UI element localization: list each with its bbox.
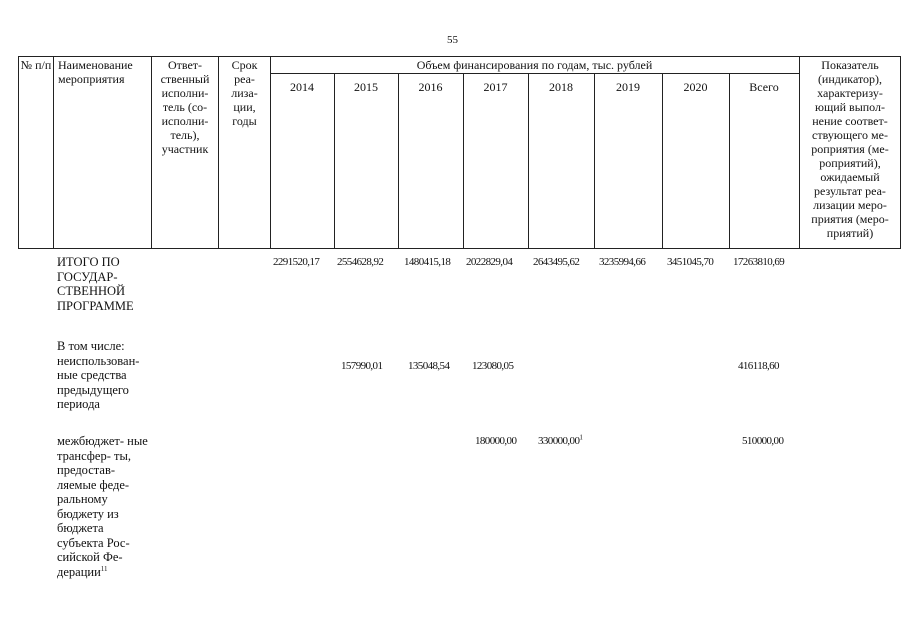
- col-border: [729, 73, 730, 249]
- row-label-transfers: [57, 434, 149, 579]
- col-border: [799, 56, 800, 249]
- header-year-2016: 2016: [418, 80, 443, 94]
- value-unused-all: 416118,60: [738, 360, 779, 372]
- value-total-2017: 2022829,04: [466, 256, 513, 268]
- header-funding: Объем финансирования по годам, тыс. рублей: [416, 58, 653, 72]
- header-year-2020: 2020: [683, 80, 708, 94]
- col-border: [151, 56, 152, 249]
- header-indicator: Показатель (индикатор), характеризу- ющий выпол- нение соответ- ствующего ме- роприятия (ме- роприятий), ожидаемый результат реа- лизации меро- приятия (меро- приятий): [811, 58, 889, 240]
- value-transfers-all: 510000,00: [742, 435, 784, 447]
- header-name: Наименование мероприятия: [58, 58, 133, 86]
- years-header-line: [270, 73, 799, 74]
- header-year-2017: 2017: [483, 80, 508, 94]
- header-year-2014: 2014: [290, 80, 314, 94]
- row-label-unused-funds: В том числе: неиспользован- ные средства предыдущего периода: [57, 339, 140, 411]
- col-border: [594, 73, 595, 249]
- header-year-2018: 2018: [549, 80, 573, 94]
- value-unused-2015: 157990,01: [341, 360, 383, 372]
- row-label-transfers-text: межбюджет- ные трансфер- ты, предостав- ляемые феде- ральному бюджету из бюджета субъекта Рос- сийской Фе- дерации: [57, 434, 148, 579]
- header-year-2015: 2015: [354, 80, 378, 94]
- header-no: № п/п: [20, 58, 52, 72]
- col-border: [463, 73, 464, 249]
- header-total: Всего: [749, 80, 779, 94]
- value-transfers-2017: 180000,00: [475, 435, 517, 447]
- col-border: [528, 73, 529, 249]
- value-transfers-2018-text: 330000,00: [538, 435, 580, 447]
- value-total-2016: 1480415,18: [404, 256, 451, 268]
- col-border: [334, 73, 335, 249]
- footnote-mark: 1: [579, 433, 583, 442]
- col-border: [53, 56, 54, 249]
- col-border: [18, 56, 19, 249]
- col-border: [398, 73, 399, 249]
- value-transfers-2018: [538, 435, 582, 447]
- footnote-mark: 11: [100, 564, 108, 573]
- value-total-2019: 3235994,66: [599, 256, 646, 268]
- value-unused-2017: 123080,05: [472, 360, 514, 372]
- page-number: 55: [447, 34, 458, 46]
- col-border: [218, 56, 219, 249]
- value-total-2018: 2643495,62: [533, 256, 580, 268]
- value-total-all: 17263810,69: [733, 256, 785, 268]
- header-year-2019: 2019: [616, 80, 640, 94]
- value-total-2020: 3451045,70: [667, 256, 714, 268]
- value-total-2014: 2291520,17: [273, 256, 320, 268]
- row-label-total: ИТОГО ПО ГОСУДАР- СТВЕННОЙ ПРОГРАММЕ: [57, 255, 134, 313]
- header-term: Срок реа- лиза- ции, годы: [231, 58, 258, 128]
- col-border: [662, 73, 663, 249]
- col-border: [900, 56, 901, 249]
- value-unused-2016: 135048,54: [408, 360, 450, 372]
- value-total-2015: 2554628,92: [337, 256, 384, 268]
- header-responsible: Ответ- ственный исполни- тель (со- исполни- тель), участник: [160, 58, 210, 156]
